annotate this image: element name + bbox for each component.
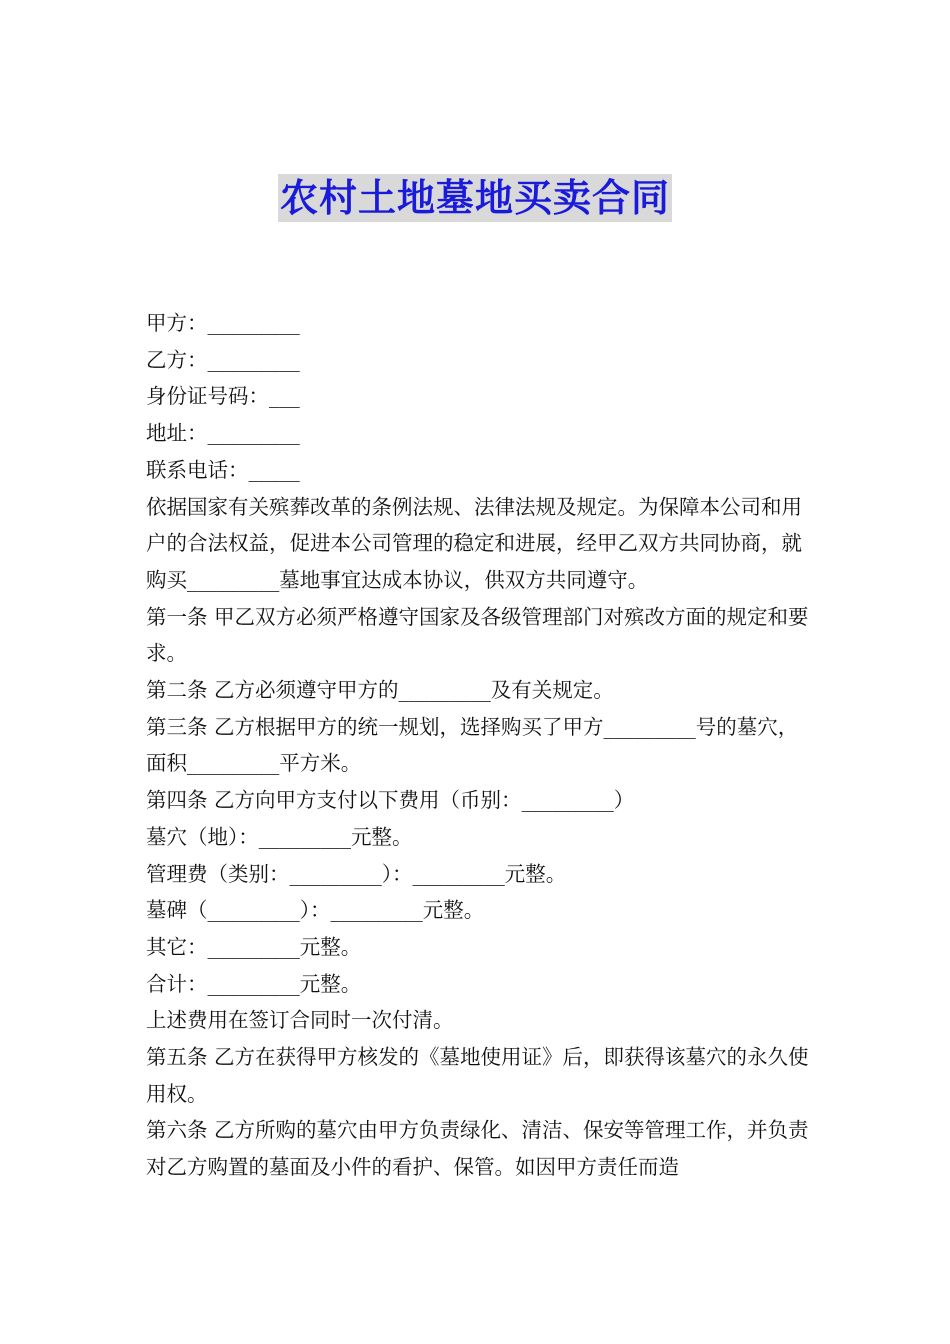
title-container (0, 174, 950, 222)
article-3: 第三条 乙方根据甲方的统一规划，选择购买了甲方_________号的墓穴，面积_________平方米。 (146, 714, 799, 776)
fee-total: 合计：_________元整。 (146, 971, 362, 996)
payment-note: 上述费用在签订合同时一次付清。 (146, 1008, 454, 1033)
address-line: 地址：_________ (146, 421, 300, 446)
document-body (146, 305, 818, 1186)
fee-grave: 墓穴（地）：_________元整。 (146, 824, 413, 849)
article-1: 第一条 甲乙双方必须严格遵守国家及各级管理部门对殡改方面的规定和要求。 (146, 604, 809, 666)
phone-line: 联系电话：_____ (146, 457, 300, 482)
fee-other: 其它：_________元整。 (146, 934, 362, 959)
fee-tombstone: 墓碑（_________）：_________元整。 (146, 898, 485, 923)
id-number-line: 身份证号码：___ (146, 384, 300, 409)
article-2: 第二条 乙方必须遵守甲方的_________及有关规定。 (146, 678, 614, 703)
article-5: 第五条 乙方在获得甲方核发的《墓地使用证》后，即获得该墓穴的永久使用权。 (146, 1045, 809, 1106)
article-4: 第四条 乙方向甲方支付以下费用（币别：_________） (146, 788, 635, 813)
document-title: 农村土地墓地买卖合同 (279, 176, 670, 220)
article-6: 第六条 乙方所购的墓穴由甲方负责绿化、清洁、保安等管理工作，并负责对乙方购置的墓面及小件的看护、保管。如因甲方责任而造 (146, 1118, 809, 1180)
party-b-line: 乙方：_________ (146, 347, 300, 372)
fee-management: 管理费（类别：_________）：_________元整。 (146, 861, 567, 886)
preamble-paragraph: 依据国家有关殡葬改革的条例法规、法律法规及规定。为保障本公司和用户的合法权益，促进本公司管理的稳定和进展，经甲乙双方共同协商，就购买_________墓地事宜达成本协议，供双方共同遵守。 (146, 494, 802, 592)
party-a-line: 甲方：_________ (146, 311, 300, 335)
